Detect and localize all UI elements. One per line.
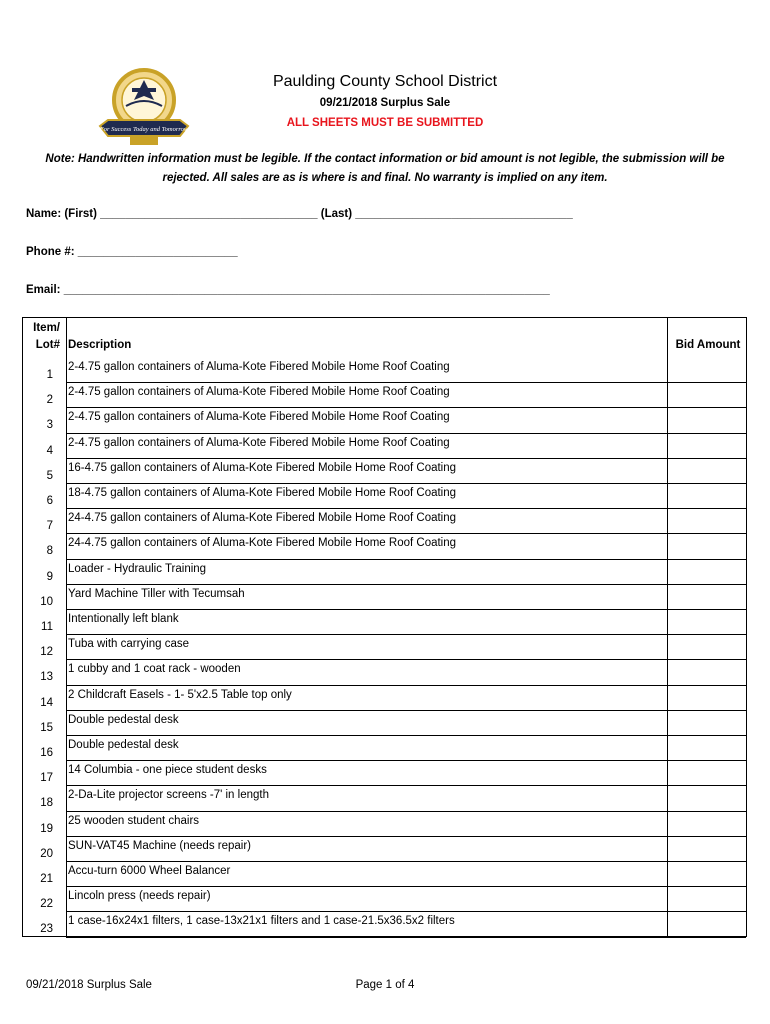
item-description: 2-4.75 gallon containers of Aluma-Kote Fibered Mobile Home Roof Coating (68, 411, 450, 424)
table-row (23, 812, 746, 837)
bid-amount-cell[interactable] (667, 837, 746, 862)
bid-amount-cell[interactable] (667, 358, 746, 383)
lot-number: 10 (23, 585, 67, 610)
table-row (23, 434, 746, 459)
bid-amount-cell[interactable] (667, 459, 746, 484)
lot-number: 18 (23, 786, 67, 811)
sale-title: 09/21/2018 Surplus Sale (319, 97, 451, 109)
bid-amount-cell[interactable] (667, 786, 746, 811)
bid-amount-cell[interactable] (667, 635, 746, 660)
lot-number: 14 (23, 686, 67, 711)
item-description: 1 case-16x24x1 filters, 1 case-13x21x1 filters and 1 case-21.5x36.5x2 filters (68, 915, 455, 928)
table-row (23, 383, 746, 408)
table-row (23, 534, 746, 559)
item-description: Double pedestal desk (68, 713, 179, 726)
submission-warning: ALL SHEETS MUST BE SUBMITTED (286, 117, 484, 129)
item-description: Tuba with carrying case (68, 638, 190, 651)
bid-amount-cell[interactable] (667, 862, 746, 887)
lot-number: 5 (23, 459, 67, 484)
item-description: Yard Machine Tiller with Tecumsah (68, 587, 245, 600)
footer-sale-title: 09/21/2018 Surplus Sale (26, 979, 152, 991)
lot-number: 23 (23, 912, 67, 937)
email-field[interactable]: Email: ____________________________________________________________________________ (26, 284, 550, 296)
table-row (23, 585, 746, 610)
bid-amount-cell[interactable] (667, 812, 746, 837)
bid-table (22, 317, 747, 937)
page-number: Page 1 of 4 (355, 979, 415, 991)
bid-amount-cell[interactable] (667, 534, 746, 559)
item-header-line1: Item/ (33, 322, 60, 334)
item-header-line2: Lot# (35, 339, 60, 351)
bid-amount-cell[interactable] (667, 383, 746, 408)
table-row (23, 887, 746, 912)
item-description: 1 cubby and 1 coat rack - wooden (68, 663, 241, 676)
table-row (23, 635, 746, 660)
lot-number: 2 (23, 383, 67, 408)
lot-number: 4 (23, 434, 67, 459)
row-divider (67, 937, 667, 938)
item-description: Intentionally left blank (68, 613, 179, 625)
bid-amount-cell[interactable] (667, 912, 746, 937)
lot-number: 19 (23, 812, 67, 837)
item-description: 25 wooden student chairs (68, 814, 200, 827)
item-description: 2-4.75 gallon containers of Aluma-Kote Fibered Mobile Home Roof Coating (68, 386, 450, 399)
item-description: 14 Columbia - one piece student desks (68, 764, 267, 777)
bid-amount-cell[interactable] (667, 660, 746, 685)
bid-header-divider (667, 318, 668, 358)
lot-number: 21 (23, 862, 67, 887)
bid-amount-cell[interactable] (667, 736, 746, 761)
lot-number: 16 (23, 736, 67, 761)
bid-amount-cell[interactable] (667, 711, 746, 736)
item-description: 24-4.75 gallon containers of Aluma-Kote Fibered Mobile Home Roof Coating (68, 512, 457, 525)
description-header: Description (68, 339, 132, 351)
lot-number: 1 (23, 358, 67, 383)
lot-number: 3 (23, 408, 67, 433)
lot-number: 11 (23, 610, 67, 635)
lot-number: 20 (23, 837, 67, 862)
bid-amount-cell[interactable] (667, 887, 746, 912)
table-row (23, 686, 746, 711)
item-description: 2-Da-Lite projector screens -7' in length (68, 789, 269, 802)
item-description: Lincoln press (needs repair) (68, 890, 211, 903)
bid-amount-cell[interactable] (667, 761, 746, 786)
table-row (23, 509, 746, 534)
lot-number: 6 (23, 484, 67, 509)
name-field[interactable]: Name: (First) __________________________________ (Last) __________________________________ (26, 208, 573, 220)
item-description: 2-4.75 gallon containers of Aluma-Kote Fibered Mobile Home Roof Coating (68, 436, 450, 449)
item-description: 24-4.75 gallon containers of Aluma-Kote Fibered Mobile Home Roof Coating (68, 537, 457, 550)
lot-number: 22 (23, 887, 67, 912)
bid-amount-cell[interactable] (667, 560, 746, 585)
table-row (23, 862, 746, 887)
table-row (23, 786, 746, 811)
lot-number: 13 (23, 660, 67, 685)
bid-amount-cell[interactable] (667, 509, 746, 534)
table-row (23, 711, 746, 736)
table-row (23, 660, 746, 685)
table-row (23, 560, 746, 585)
table-row (23, 837, 746, 862)
table-row (23, 408, 746, 433)
bid-amount-header: Bid Amount (675, 339, 741, 351)
lot-number: 12 (23, 635, 67, 660)
lot-number: 7 (23, 509, 67, 534)
table-row (23, 459, 746, 484)
logo-motto: For Success Today and Tomorrow (99, 126, 189, 133)
item-description: Loader - Hydraulic Training (68, 562, 207, 575)
legibility-note: Note: Handwritten information must be legible. If the contact information or bid amount is not legible, the submission will be rejected. All sales are as is where is and final. No warranty is implied on any item. (45, 153, 725, 184)
bid-amount-cell[interactable] (667, 434, 746, 459)
item-description: 16-4.75 gallon containers of Aluma-Kote Fibered Mobile Home Roof Coating (68, 461, 457, 474)
item-description: 18-4.75 gallon containers of Aluma-Kote Fibered Mobile Home Roof Coating (68, 487, 457, 499)
item-description: Double pedestal desk (68, 739, 179, 751)
bid-amount-cell[interactable] (667, 585, 746, 610)
bid-amount-cell[interactable] (667, 408, 746, 433)
lot-number: 17 (23, 761, 67, 786)
lot-number: 8 (23, 534, 67, 559)
item-description: 2-4.75 gallon containers of Aluma-Kote Fibered Mobile Home Roof Coating (68, 361, 450, 373)
table-row (23, 761, 746, 786)
table-row (23, 484, 746, 509)
item-lot-header (23, 318, 67, 358)
bid-amount-cell[interactable] (667, 610, 746, 635)
lot-number: 15 (23, 711, 67, 736)
item-description: 2 Childcraft Easels - 1- 5'x2.5 Table top only (68, 688, 292, 701)
bid-amount-cell[interactable] (667, 686, 746, 711)
phone-field[interactable]: Phone #: _________________________ (26, 246, 238, 258)
table-row (23, 912, 746, 937)
bid-amount-cell[interactable] (667, 484, 746, 509)
table-row (23, 358, 746, 383)
lot-number: 9 (23, 560, 67, 585)
table-row (23, 736, 746, 761)
table-row (23, 610, 746, 635)
item-description: SUN-VAT45 Machine (needs repair) (68, 839, 252, 852)
org-name: Paulding County School District (272, 73, 498, 90)
item-description: Accu-turn 6000 Wheel Balancer (68, 865, 231, 877)
